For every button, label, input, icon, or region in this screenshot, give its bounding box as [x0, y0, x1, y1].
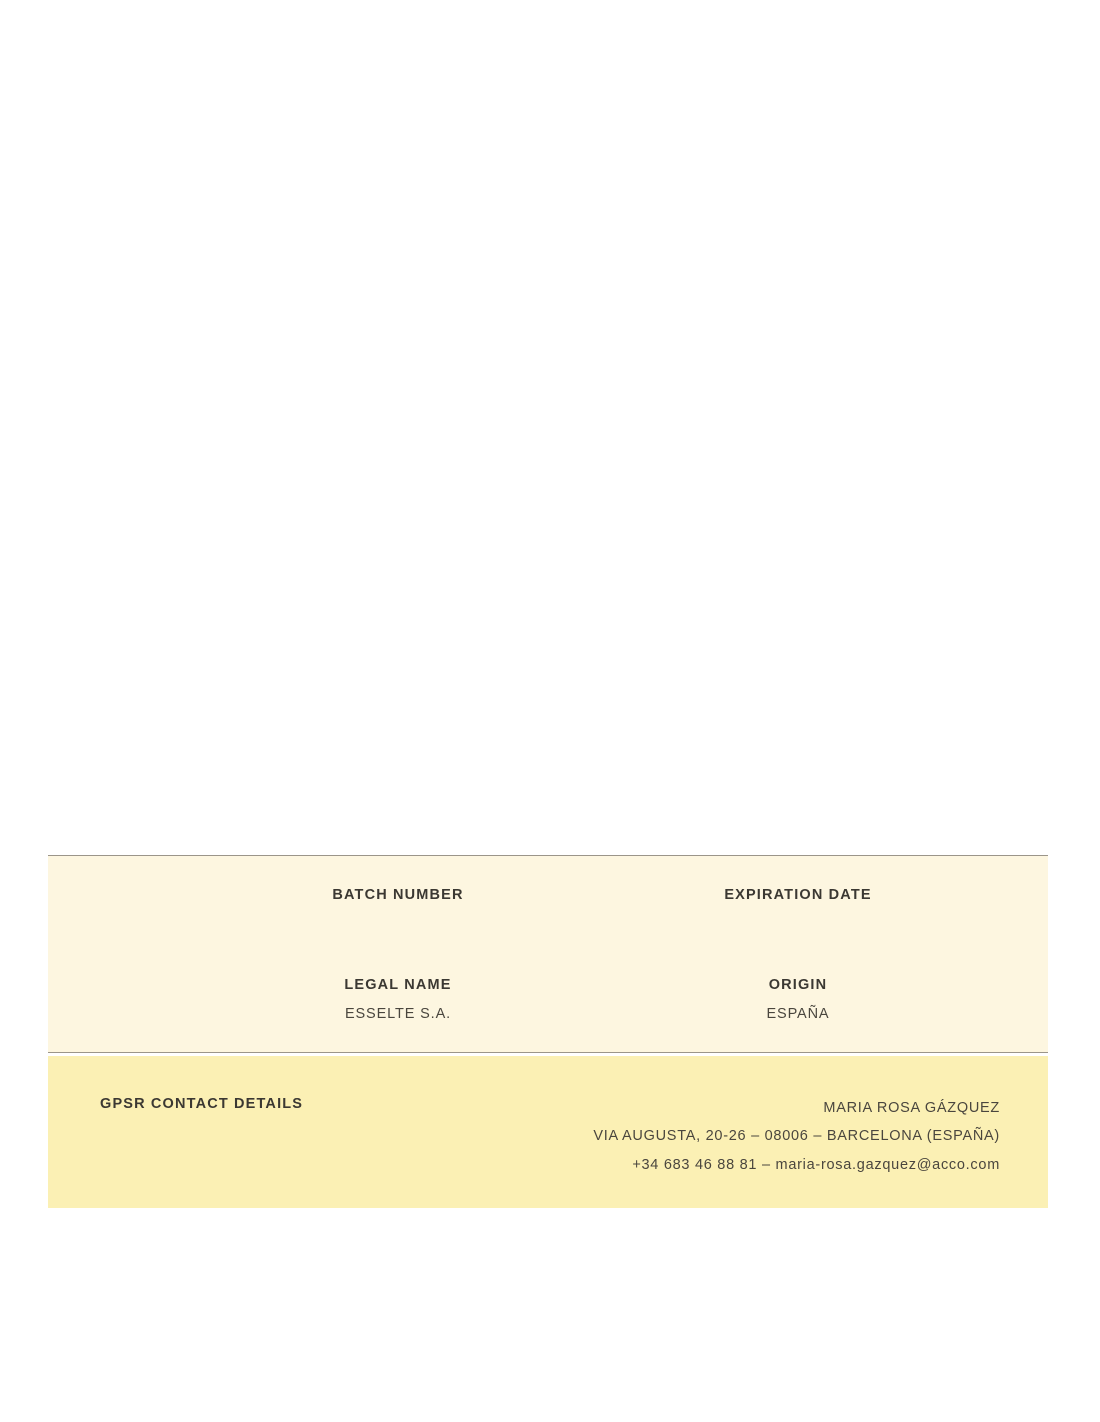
bottom-blank-area	[48, 1208, 1048, 1422]
gpsr-contact-phone-email: +34 683 46 88 81 – maria-rosa.gazquez@acco.com	[632, 1156, 1000, 1173]
legal-name-label: LEGAL NAME	[344, 977, 452, 993]
product-detail-panel	[48, 855, 1048, 1053]
legal-name-value: ESSELTE S.A.	[344, 1005, 452, 1022]
field-origin	[628, 976, 968, 1024]
product-detail-grid	[48, 856, 1048, 1052]
gpsr-contact-address: VIA AUGUSTA, 20-26 – 08006 – BARCELONA (ESPAÑA)	[593, 1128, 1000, 1145]
batch-number-label: BATCH NUMBER	[332, 887, 464, 903]
expiration-date-label: EXPIRATION DATE	[724, 887, 872, 903]
gpsr-contact-title: GPSR CONTACT DETAILS	[100, 1096, 304, 1112]
field-batch-number	[228, 886, 568, 915]
field-expiration-date	[628, 886, 968, 915]
gpsr-contact-lines	[593, 1094, 1000, 1179]
gpsr-contact-band	[48, 1056, 1048, 1208]
blank-content-area	[48, 0, 1048, 855]
field-legal-name	[228, 976, 568, 1024]
gpsr-contact-name: MARIA ROSA GÁZQUEZ	[823, 1100, 1000, 1116]
origin-value: ESPAÑA	[766, 1005, 830, 1022]
origin-label: ORIGIN	[768, 977, 828, 993]
